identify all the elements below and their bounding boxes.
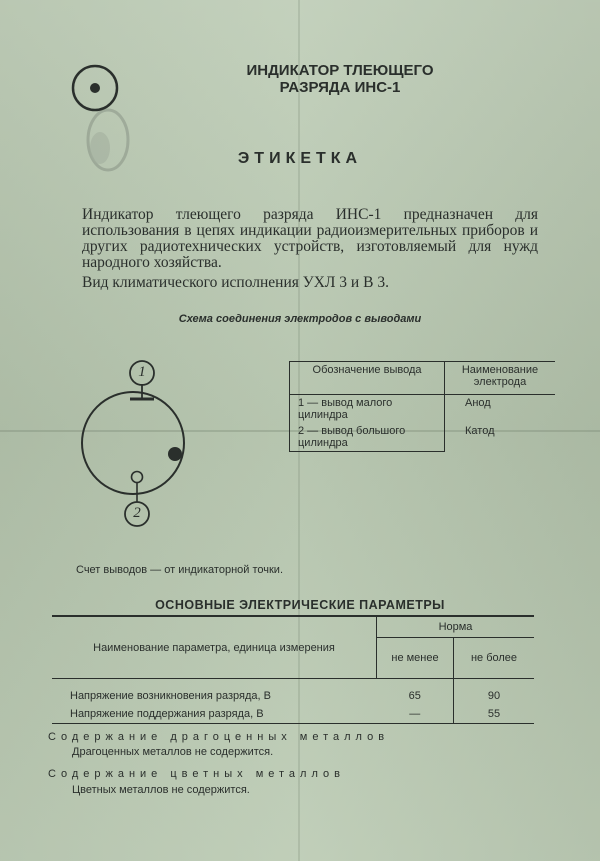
min-header: не менее [377, 638, 454, 679]
param-name: Напряжение возникновения разряда, В [70, 690, 271, 702]
norm-header: Норма [377, 616, 535, 638]
indicator-point-icon [73, 66, 117, 110]
pin-diagram [82, 361, 184, 526]
precious-metals-heading: Содержание драгоценных металлов [48, 731, 390, 743]
param-min: — [377, 705, 454, 724]
pin-count-note: Счет выводов — от индикаторной точки. [76, 564, 283, 576]
indicator-dot [168, 447, 182, 461]
pin-col-header: Обозначение вывода [290, 362, 445, 395]
pin-table [289, 361, 555, 452]
scheme-title: Схема соединения электродов с выводами [178, 313, 422, 325]
table-row [290, 423, 556, 452]
table-row [290, 395, 556, 424]
param-name-header: Наименование параметра, единица измерения [52, 616, 377, 679]
pin-table-header [290, 362, 556, 395]
electrode-cell: Анод [465, 397, 491, 409]
title-line2: РАЗРЯДА ИНС-1 [279, 79, 401, 96]
params-table [52, 615, 534, 724]
param-max: 90 [487, 690, 501, 702]
label-heading: ЭТИКЕТКА [237, 150, 363, 167]
params-header-row [52, 616, 534, 638]
pin-cell: 2 — вывод большого цилиндра [290, 423, 445, 452]
pin-cell: 1 — вывод малого цилиндра [290, 395, 445, 424]
intro-paragraph [82, 207, 538, 271]
param-min: 65 [377, 679, 454, 706]
pin2-lead [132, 472, 143, 483]
max-header: не более [454, 638, 535, 679]
table-row [52, 679, 534, 706]
nonferrous-metals-heading: Содержание цветных металлов [48, 768, 345, 780]
param-name: Напряжение поддержания разряда, В [52, 705, 377, 724]
title-line1: ИНДИКАТОР ТЛЕЮЩЕГО [246, 62, 434, 79]
precious-metals-text: Драгоценных металлов не содержится. [72, 746, 274, 758]
pin2-marker: 2 [133, 505, 141, 521]
climate-text: Вид климатического исполнения УХЛ 3 и В 3. [82, 274, 389, 291]
nonferrous-metals-text: Цветных металлов не содержится. [72, 784, 250, 796]
electrode-cell: Катод [465, 425, 495, 437]
intro-text: Индикатор тлеющего разряда ИНС-1 предназначен для использования в цепях индикации радиоизмерительных приборов и других радиотехнических устройств, изготовляемый для нужд народного хозяйства. [82, 206, 538, 271]
param-max: 55 [454, 705, 535, 724]
params-title: ОСНОВНЫЕ ЭЛЕКТРИЧЕСКИЕ ПАРАМЕТРЫ [155, 598, 445, 612]
electrode-col-header: Наименование электрода [445, 362, 556, 395]
page-title [200, 62, 480, 96]
pin1-marker: 1 [138, 364, 146, 380]
table-row [52, 705, 534, 724]
